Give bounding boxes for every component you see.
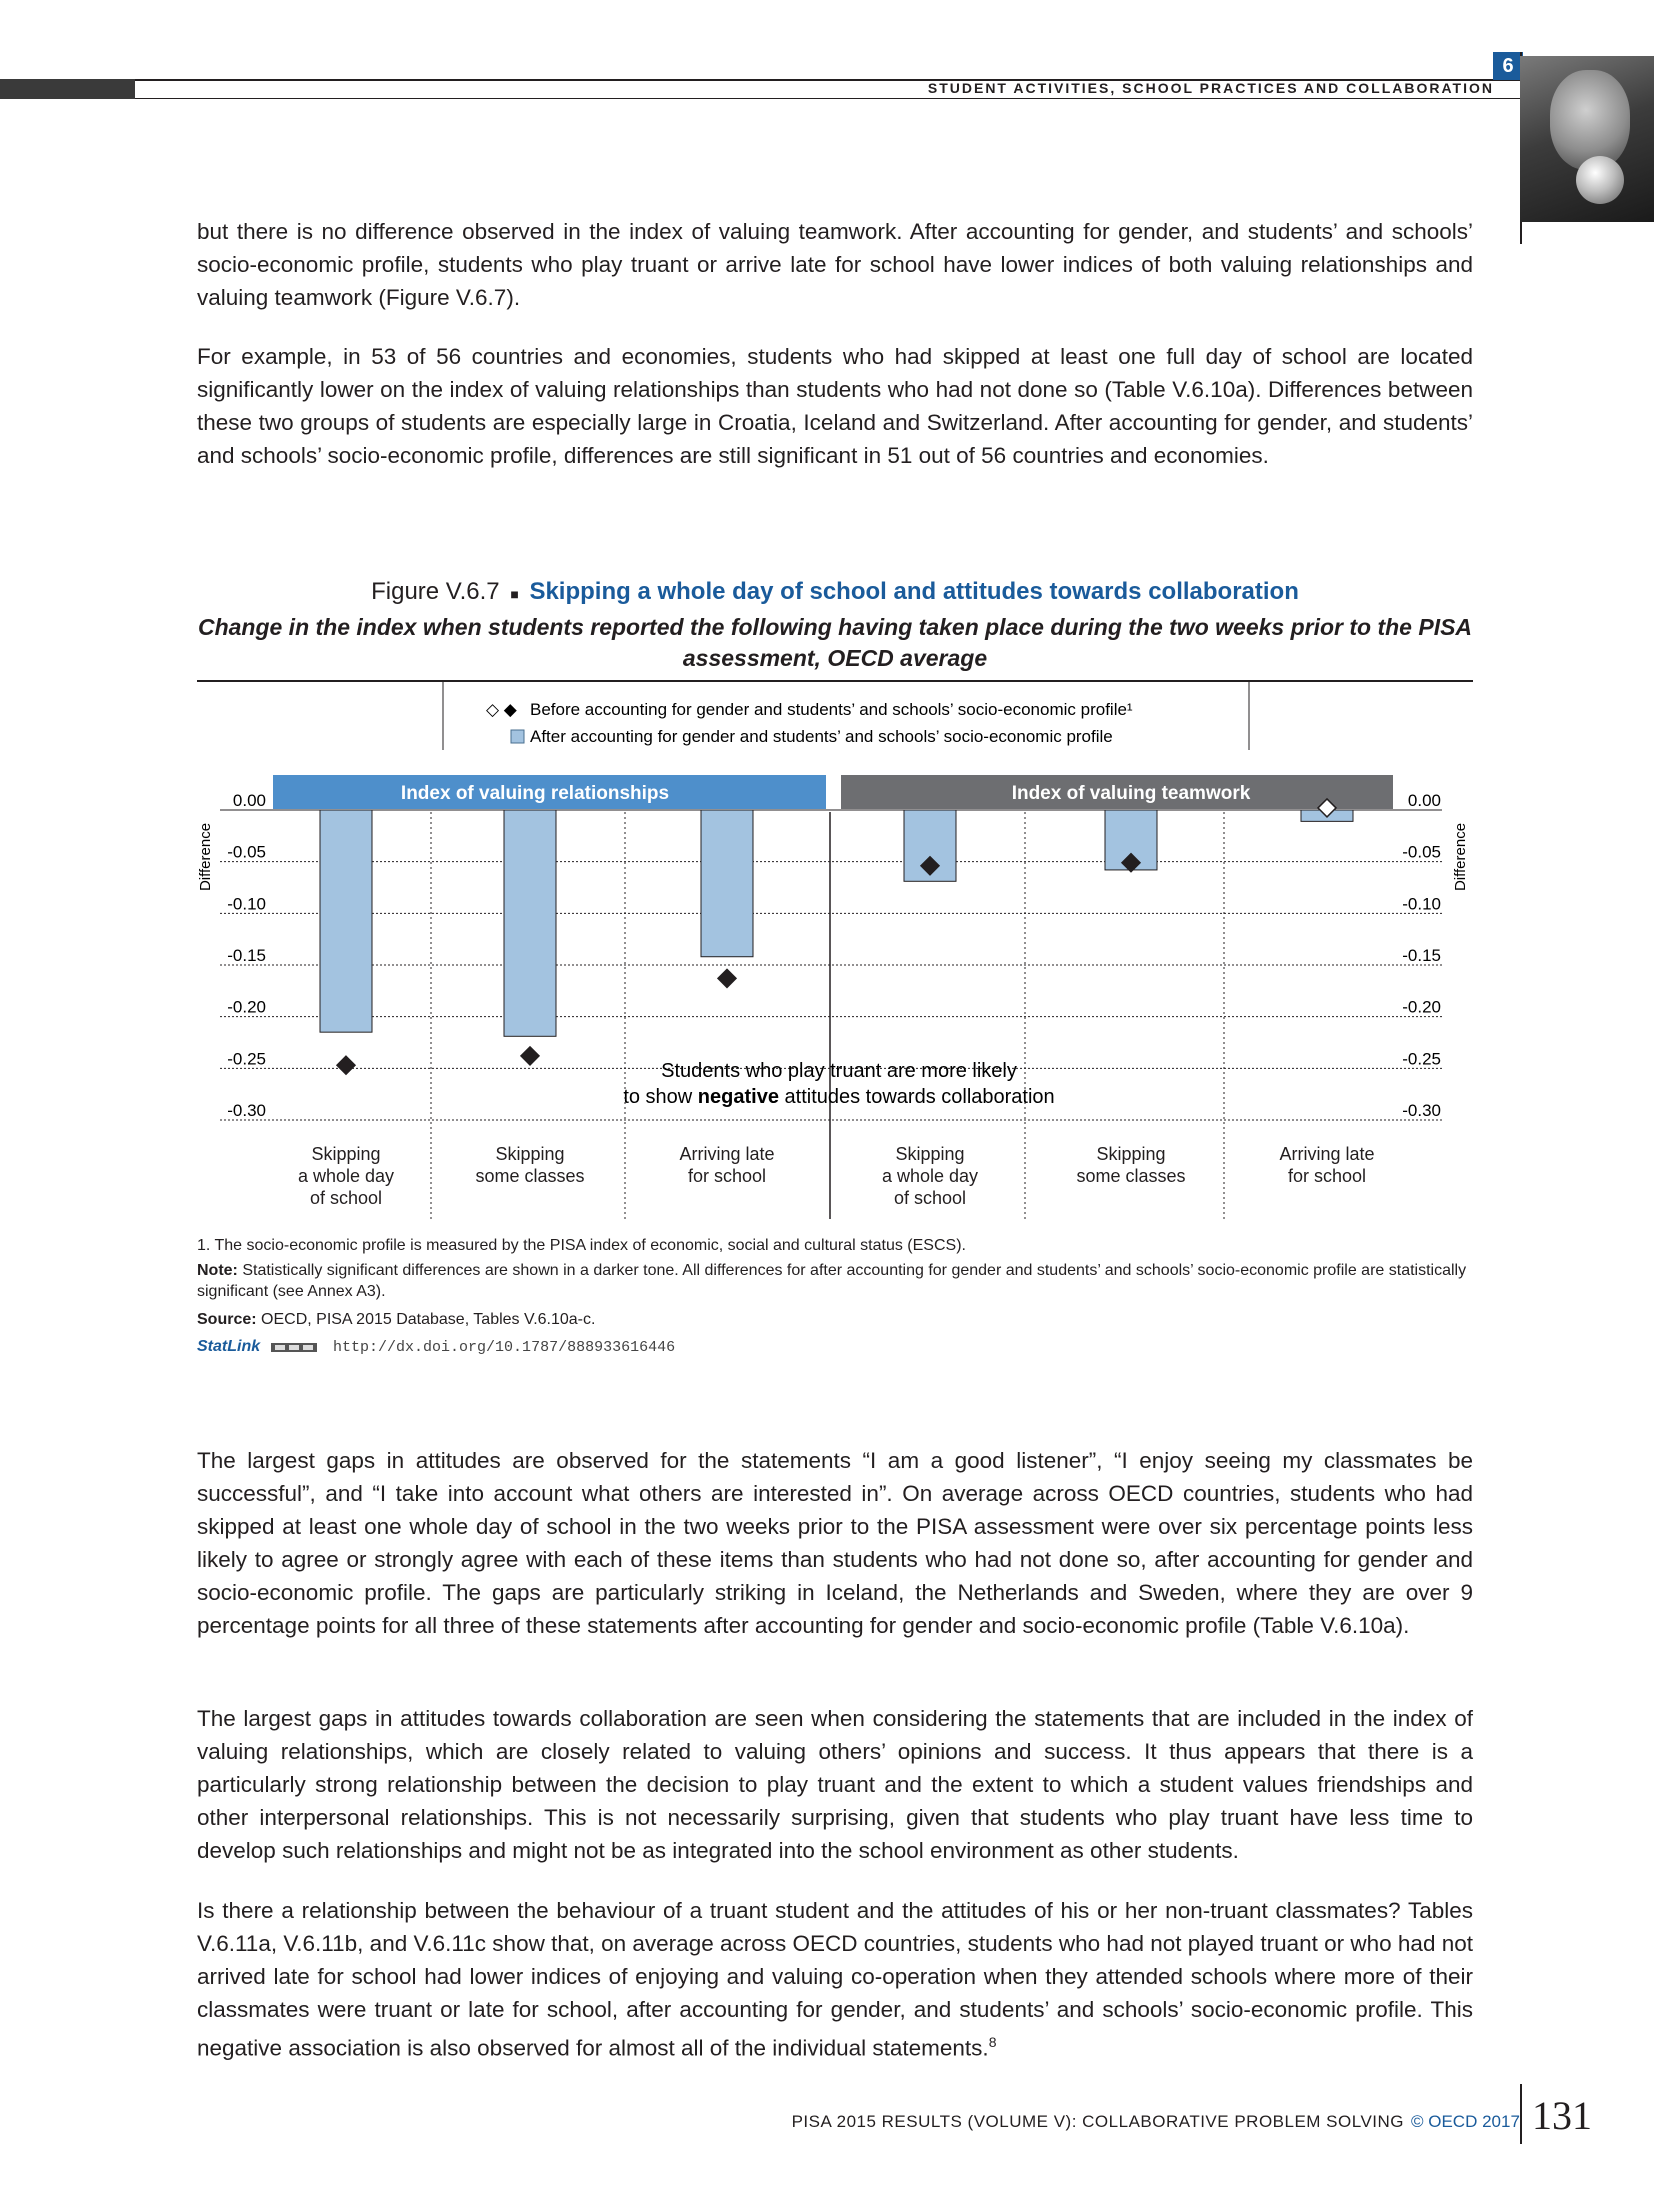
y-tick-label-right: -0.05 [1402, 842, 1441, 862]
category-label: for school [1287, 1166, 1367, 1186]
y-tick-label-right: 0.00 [1407, 791, 1441, 810]
y-tick-label-right: -0.15 [1402, 946, 1441, 965]
y-tick-label-right: -0.20 [1402, 997, 1441, 1017]
photo-face [1550, 70, 1630, 170]
figure-note [197, 1260, 1473, 1302]
paragraph-1: but there is no difference observed in the index of valuing teamwork. After accounting for gender, and students’ and schools’ socio-economic profile, students who play truant or arrive late for school have lower indices of both valuing relationships and valuing teamwork (Figure V.6.7). [197, 219, 1473, 310]
footer-vline [1520, 2084, 1522, 2144]
category-label: some classes [475, 1166, 585, 1186]
statlink-label: StatLink [197, 1338, 261, 1355]
y-tick-label-left: -0.10 [227, 894, 266, 914]
category-label: Skipping [311, 1144, 381, 1164]
category-label: some classes [1076, 1166, 1186, 1186]
paragraph-4: The largest gaps in attitudes towards collaboration are seen when considering the statements that are included in the index of valuing relationships, which are closely related to valuing others’ opinions and success. It thus appears that there is a particularly strong relationship between the decision to play truant and the extent to which a student values friendships and other interpersonal relationships. This is not necessarily surprising, given that students who play truant have less time to develop such relationships and might not be as integrated into the school environment as other students. [197, 1706, 1473, 1863]
figure-bullet: ■ [510, 586, 519, 602]
paragraph-2: For example, in 53 of 56 countries and economies, students who had skipped at least one full day of school are located significantly lower on the index of valuing relationships than students who had not done so (Table V.6.10a). Differences between these two groups of students are especially large in Croatia, Iceland and Switzerland. After accounting for gender, and students’ and schools’ socio-economic profile, differences are still significant in 51 out of 56 countries and economies. [197, 344, 1473, 468]
statlink-url[interactable]: http://dx.doi.org/10.1787/888933616446 [333, 1339, 676, 1356]
chart [190, 675, 1480, 1225]
gridlines [220, 810, 1442, 1219]
legend-before-symbols: ◇ ◆ [486, 700, 517, 719]
footnote-ref-8[interactable]: 8 [988, 2034, 997, 2050]
y-tick-label-left: 0.00 [232, 791, 266, 810]
annotation-line-2 [623, 1086, 1054, 1108]
category-label: of school [309, 1188, 383, 1208]
footnote-1: 1. The socio-economic profile is measured by the PISA index of economic, social and cultural status (ESCS). [197, 1237, 966, 1254]
y-tick-label-left: -0.15 [227, 946, 266, 965]
header-rule-bottom [135, 98, 1520, 99]
panel-header-teamwork-label: Index of valuing teamwork [1011, 783, 1251, 804]
marker-before-significant [337, 1056, 355, 1074]
legend-before-label: Before accounting for gender and students’ and schools’ socio-economic profile¹ [530, 700, 1133, 719]
paragraph-3: The largest gaps in attitudes are observed for the statements “I am a good listener”, “I enjoy seeing my classmates be successful”, and “I take into account what others are interested in”. On average across OECD countries, students who had skipped at least one whole day of school in the two weeks prior to the PISA assessment were over six percentage points less likely to agree or strongly agree with each of these items than students who had not done so, after accounting for gender and socio-economic profile. The gaps are particularly striking in Iceland, the Netherlands and Sweden, where they are over 9 percentage points for all three of these statements after accounting for gender and socio-economic profile (Table V.6.10a). [197, 1448, 1473, 1638]
y-axis-title-left: Difference [197, 822, 214, 892]
note-label: Note: [197, 1262, 238, 1279]
category-labels [298, 1144, 1375, 1208]
annotation-bold: negative [697, 1086, 779, 1108]
figure-title-text: Skipping a whole day of school and attitudes towards collaboration [529, 578, 1299, 605]
annotation-line-1: Students who play truant are more likely [661, 1060, 1017, 1082]
category-label: a whole day [881, 1166, 979, 1186]
bar [504, 810, 556, 1036]
chapter-photo [1520, 56, 1654, 222]
y-tick-label-left: -0.30 [227, 1101, 266, 1120]
y-tick-label-right: -0.30 [1402, 1101, 1441, 1120]
figure-source [197, 1309, 1473, 1330]
panel-header-relationships-label: Index of valuing relationships [400, 783, 670, 804]
chapter-number: 6 [1493, 52, 1523, 80]
y-axis-title-right: Difference [1452, 822, 1469, 892]
statlink [197, 1338, 675, 1356]
marker-before-significant [718, 969, 736, 987]
annotation-post: attitudes towards collaboration [778, 1086, 1055, 1108]
statlink-icon [271, 1340, 319, 1354]
paragraph-5-text: Is there a relationship between the behaviour of a truant student and the attitudes of his or her non-truant classmates? Tables V.6.11a, V.6.11b, and V.6.11c show that, on average across OECD countries, students who had not played truant or who had not arrived late for school had lower indices of enjoying and valuing co-operation when they attended schools where more of their classmates were truant or late for school, after accounting for gender, and students’ and schools’ socio-economic profile. This negative association is also observed for almost all of the individual statements. [197, 1898, 1473, 2061]
page-number: 131 [1532, 2093, 1592, 2138]
paragraph-5 [197, 1894, 1473, 2065]
footer-copyright: © OECD 2017 [1411, 2112, 1520, 2131]
bar [701, 810, 753, 957]
marker-before-significant [521, 1047, 539, 1065]
category-label: Arriving late [1279, 1144, 1375, 1164]
chapter-title: STUDENT ACTIVITIES, SCHOOL PRACTICES AND COLLABORATION [927, 80, 1494, 96]
category-label: Arriving late [679, 1144, 775, 1164]
annotation-pre: to show [623, 1086, 698, 1108]
figure-label: Figure V.6.7 [371, 578, 500, 605]
source-label: Source: [197, 1311, 257, 1328]
y-tick-label-right: -0.10 [1402, 894, 1441, 914]
bars [320, 810, 1353, 1036]
y-tick-label-left: -0.05 [227, 842, 266, 862]
header-bar-dark [0, 79, 135, 99]
category-label: Skipping [895, 1144, 965, 1164]
bar [320, 810, 372, 1032]
legend-after-swatch [511, 730, 524, 743]
y-tick-label-left: -0.20 [227, 997, 266, 1017]
markers [337, 799, 1336, 1074]
y-tick-label-right: -0.25 [1402, 1049, 1441, 1069]
category-label: Skipping [1096, 1144, 1166, 1164]
category-label: Skipping [495, 1144, 565, 1164]
category-label: for school [687, 1166, 767, 1186]
legend-after-label: After accounting for gender and students’ and schools’ socio-economic profile [530, 727, 1113, 746]
note-text: Statistically significant differences are shown in a darker tone. All differences for after accounting for gender and students’ and schools’ socio-economic profile are statistically significant (see Annex A3). [197, 1262, 1467, 1300]
footer-book-title: PISA 2015 RESULTS (VOLUME V): COLLABORATIVE PROBLEM SOLVING [791, 2112, 1404, 2131]
figure-subtitle: Change in the index when students reported the following having taken place during the two weeks prior to the PISA assessment, OECD average [197, 614, 1473, 671]
category-label: of school [893, 1188, 967, 1208]
figure-title [197, 578, 1473, 606]
photo-crystal-ball [1576, 156, 1624, 204]
y-tick-label-left: -0.25 [227, 1049, 266, 1069]
category-label: a whole day [297, 1166, 395, 1186]
source-text: OECD, PISA 2015 Database, Tables V.6.10a-c. [256, 1311, 596, 1328]
